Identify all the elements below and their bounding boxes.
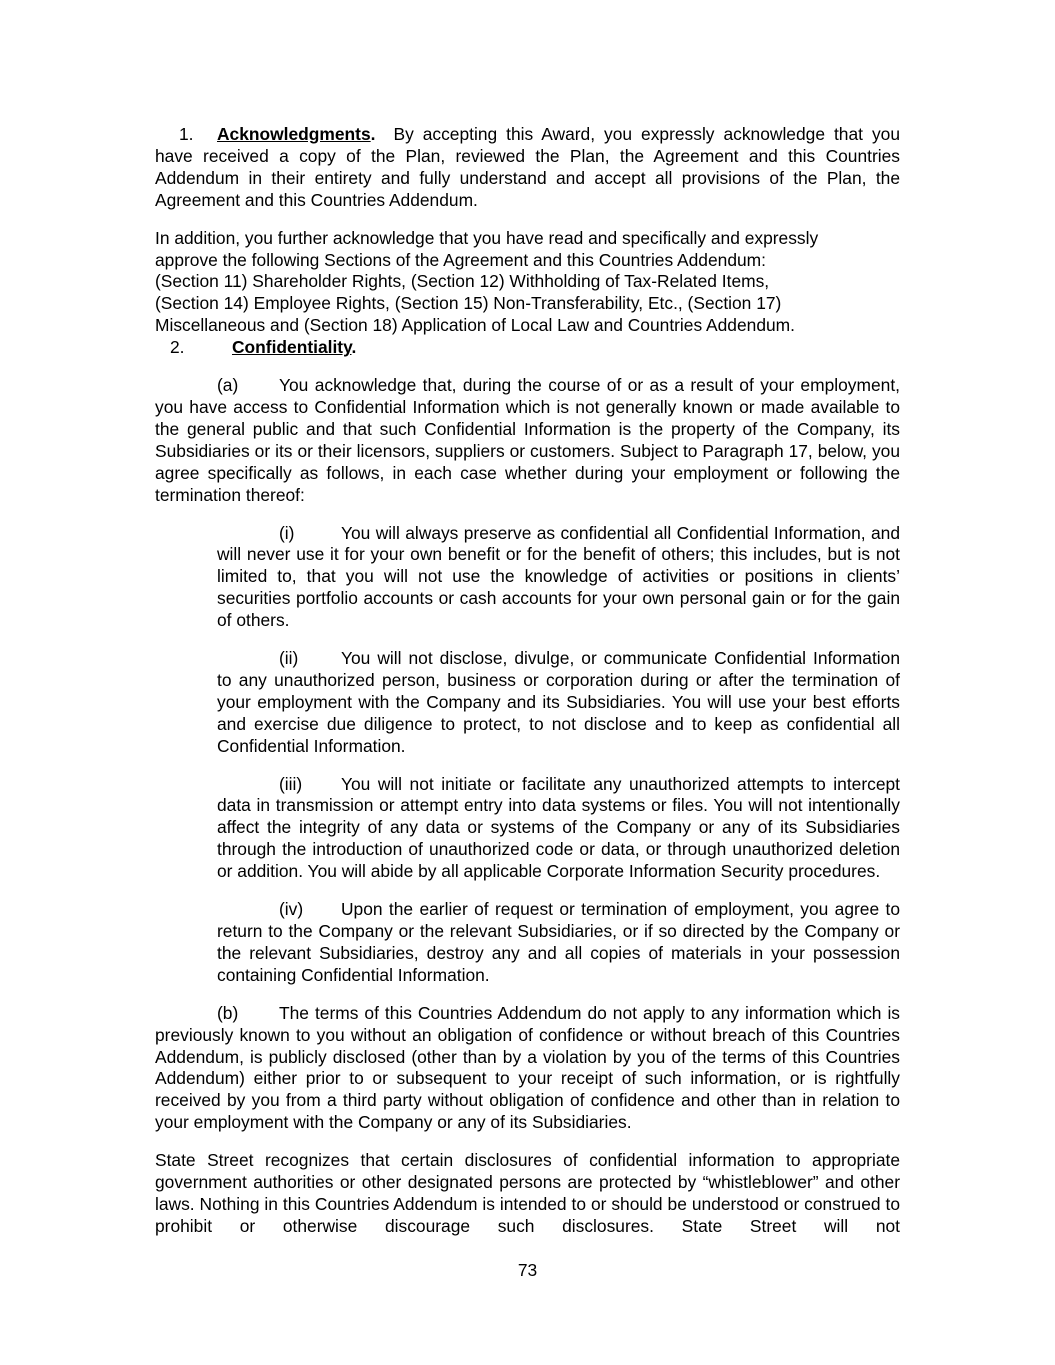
section-1-text: By accepting this Award, you expressly acknowledge that you have received a copy of the Plan, reviewed the Plan, the Agreement and this Countries Addendum in their entirety and fully understand and accept all provisions of the Plan, the Agreement and this Countries Addendum. xyxy=(155,124,901,210)
paragraph-ii-text: You will not disclose, divulge, or communicate Confidential Information to any unauthorized person, business or corporation during or after the termination of your employment with the Company and its Subsidiaries. You will use your best efforts and exercise due diligence to protect, to not disclose and to keep as confidential all Confidential Information. xyxy=(217,648,900,756)
section-1-paragraph xyxy=(155,124,900,212)
paragraph-i-text: You will always preserve as confidential all Confidential Information, and will never use it for your own benefit or for the benefit of others; this includes, but is not limited to, that you will not use the knowledge of activities or positions in clients’ securities portfolio accounts or cash accounts for your own personal gain or for the gain of others. xyxy=(217,522,900,631)
paragraph-i-label: (i) xyxy=(279,522,295,543)
addition-line: In addition, you further acknowledge that you have read and specifically and expressly xyxy=(155,227,819,248)
paragraph-a-label: (a) xyxy=(217,375,239,396)
paragraph-i xyxy=(217,523,900,633)
state-street-paragraph: State Street recognizes that certain disclosures of confidential information to appropriate government authorities or other designated persons are protected by “whistleblower” and other laws. Nothing in this Countries Addendum is intended to or should be understood or construed to prohibit or otherwise discourage such disclosures. State Street will not xyxy=(155,1150,900,1236)
paragraph-b xyxy=(155,1003,900,1134)
document-page xyxy=(155,124,900,1238)
page-number: 73 xyxy=(517,1260,538,1280)
section-1-heading: Acknowledgments xyxy=(217,124,371,144)
section-2-number: 2. xyxy=(170,337,185,358)
paragraph-iii xyxy=(217,774,900,884)
paragraph-ii xyxy=(217,648,900,758)
section-2-heading: Confidentiality xyxy=(232,337,352,358)
paragraph-iv-label: (iv) xyxy=(279,899,304,920)
paragraph-b-text: The terms of this Countries Addendum do not apply to any information which is previously known to you without an obligation of confidence or without breach of this Countries Addendum, is publicly disclosed (other than by a violation by you of the terms of this Countries Addendum) either prior to or subsequent to your receipt of such information, or is rightfully received by you from a third party without obligation of confidence and other than in relation to your employment with the Company or any of its Subsidiaries. xyxy=(155,1002,900,1133)
paragraph-ii-label: (ii) xyxy=(279,648,299,669)
section-2-heading-line xyxy=(155,337,900,359)
section-1-addition xyxy=(155,228,900,338)
paragraph-iv xyxy=(217,899,900,987)
addition-line: approve the following Sections of the Agreement and this Countries Addendum: xyxy=(155,249,766,270)
section-2-period: . xyxy=(351,337,357,358)
paragraph-iii-text: You will not initiate or facilitate any unauthorized attempts to intercept data in transmission or attempt entry into data systems or files. You will not intentionally affect the integrity of any data or systems of the Company or any of its Subsidiaries through the introduction of unauthorized code or data, or through unauthorized deletion or addition. You will abide by all applicable Corporate Information Security procedures. xyxy=(217,773,900,882)
addition-line: Miscellaneous and (Section 18) Application of Local Law and Countries Addendum. xyxy=(155,315,795,336)
paragraph-a-text: You acknowledge that, during the course of or as a result of your employment, you have access to Confidential Information which is not generally known or made available to the general public and that such Confidential Information is the property of the Company, its Subsidiaries or its or their licensors, suppliers or customers. Subject to Paragraph 17, below, you agree specifically as follows, in each case whether during your employment or following the termination thereof: xyxy=(155,375,900,505)
section-1-number: 1. xyxy=(179,124,194,144)
paragraph-a xyxy=(155,375,900,506)
addition-line: (Section 11) Shareholder Rights, (Section 12) Withholding of Tax-Related Items, xyxy=(155,271,770,292)
paragraph-iii-label: (iii) xyxy=(279,773,303,794)
section-1-period: . xyxy=(370,124,376,144)
paragraph-iv-text: Upon the earlier of request or termination of employment, you agree to return to the Company or the relevant Subsidiaries, or if so directed by the Company or the relevant Subsidiaries, destroy any and all copies of materials in your possession containing Confidential Information. xyxy=(217,899,900,985)
addition-line: (Section 14) Employee Rights, (Section 15) Non-Transferability, Etc., (Section 17) xyxy=(155,293,782,314)
paragraph-b-label: (b) xyxy=(217,1002,239,1023)
